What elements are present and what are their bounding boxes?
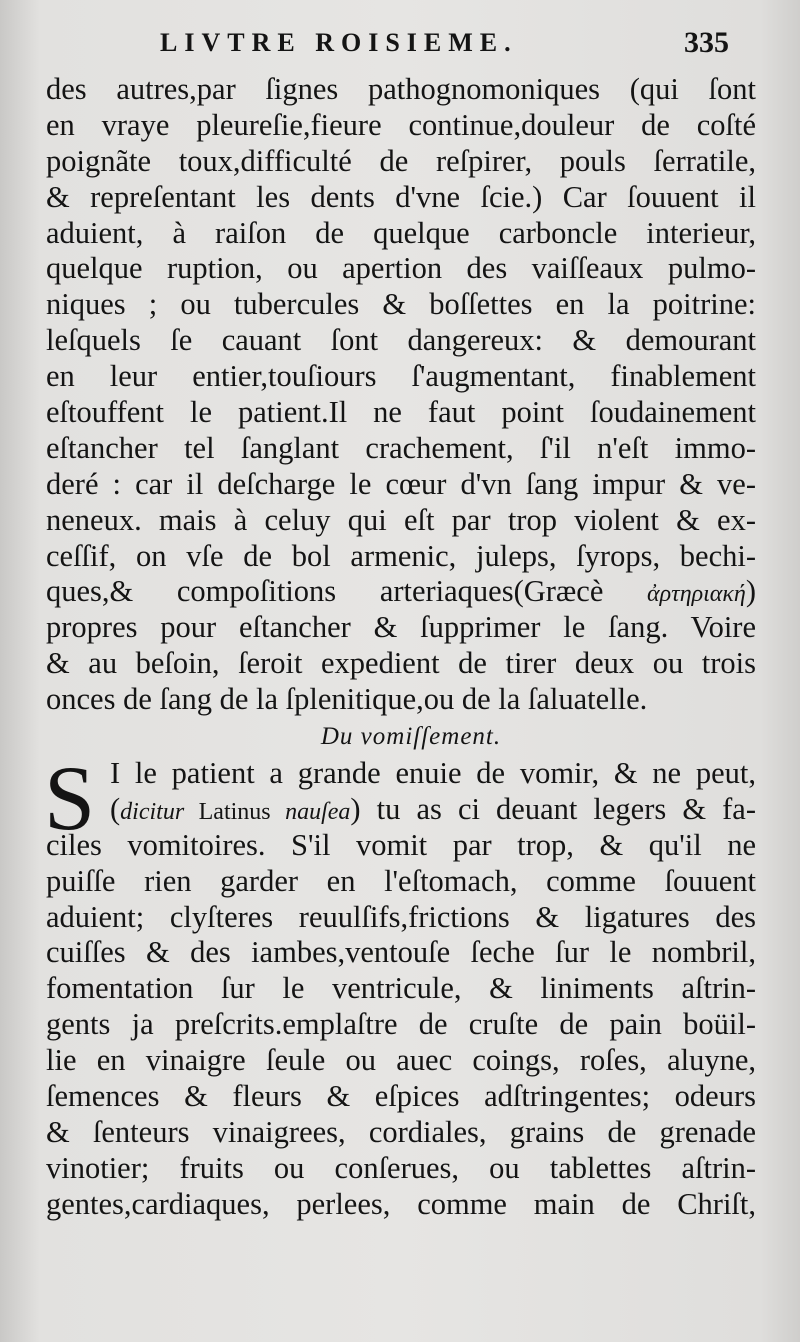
text-line: puiſſe rien garder en l'eſtomach, comme ſouuent: [46, 863, 756, 898]
paragraph-vomiting: [44, 747, 756, 1223]
text-line: lie en vinaigre ſeule ou auec coings, roſes, aluyne,: [46, 1043, 756, 1078]
latin-term: nauſea: [285, 798, 351, 825]
text-line: neneux. mais à celuy qui eſt par trop violent & ex-: [46, 502, 756, 537]
text-line: ceſſif, on vſe de bol armenic, juleps, ſyrops, bechi-: [46, 538, 756, 573]
drop-cap: S: [44, 747, 96, 850]
text-line: & ſenteurs vinaigrees, cordiales, grains de grenade: [46, 1114, 756, 1149]
text-line: niques ; ou tubercules & boſſettes en la poitrine:: [46, 287, 756, 322]
latin-term: dicitur: [120, 798, 185, 825]
text-line: eſtancher tel ſanglant crachement, ſ'il n'eſt immo-: [46, 430, 756, 465]
text-line: deré : car il deſcharge le cœur d'vn ſang impur & ve-: [46, 466, 756, 501]
text-line: gents ja preſcrits.emplaſtre de cruſte de pain boüil-: [46, 1007, 756, 1042]
text-segment: ) tu as ci deuant legers & fa-: [350, 791, 756, 826]
text-line: en vraye pleureſie,fieure continue,douleur de coſté: [46, 107, 756, 142]
text-line: aduient; clyſteres reuulſifs,frictions & ligatures des: [46, 899, 756, 934]
text-line-greek: [46, 574, 756, 610]
paragraph-bleeding: [46, 72, 756, 718]
text-line: eſtouffent le patient.Il ne faut point ſoudainement: [46, 395, 756, 430]
text-line: en leur entier,touſiours ſ'augmentant, finablement: [46, 359, 756, 394]
text-line: des autres,par ſignes pathognomoniques (qui ſont: [46, 72, 756, 106]
text-segment: ): [745, 574, 756, 609]
text-segment: ques,& compoſitions arteriaques(Græcè: [46, 574, 647, 609]
text-line: ſemences & fleurs & eſpices adſtringentes; odeurs: [46, 1079, 756, 1114]
section-heading: Du vomiſſement.: [320, 723, 502, 751]
page-header: [0, 18, 800, 68]
page-number: 335: [684, 26, 729, 59]
text-line: & au beſoin, ſeroit expedient de tirer deux ou trois: [46, 646, 756, 681]
text-line: leſquels ſe cauant ſont dangereux: & demourant: [46, 323, 756, 358]
text-line: ciles vomitoires. S'il vomit par trop, & qu'il ne: [46, 827, 756, 862]
text-line: cuiſſes & des iambes,ventouſe ſeche ſur le nombril,: [46, 935, 756, 970]
text-line: onces de ſang de la ſplenitique,ou de la ſaluatelle.: [46, 682, 648, 717]
text-line: gentes,cardiaques, perlees, comme main de Chriſt,: [46, 1186, 756, 1221]
text-line: & repreſentant les dents d'vne ſcie.) Car ſouuent il: [46, 179, 756, 214]
text-line: [46, 792, 756, 828]
text-segment: (: [110, 791, 121, 826]
text-line: vinotier; fruits ou conſerues, ou tablettes aſtrin-: [46, 1150, 756, 1185]
running-head: LIVTRE ROISIEME.: [160, 28, 518, 57]
text-segment: Latinus: [184, 798, 286, 825]
greek-term: ἀρτηριακή: [647, 581, 746, 608]
text-line: quelque ruption, ou apertion des vaiſſeaux pulmo-: [46, 251, 756, 286]
page-body: [46, 72, 756, 1223]
text-line: propres pour eſtancher & ſupprimer le ſang. Voire: [46, 610, 756, 645]
text-line: I le patient a grande enuie de vomir, & ne peut,: [110, 756, 756, 791]
text-line: aduient, à raiſon de quelque carboncle interieur,: [46, 215, 756, 250]
text-line: fomentation ſur le ventricule, & liniments aſtrin-: [46, 971, 756, 1006]
text-line: poignãte toux,difficulté de reſpirer, pouls ſerratile,: [46, 143, 756, 178]
